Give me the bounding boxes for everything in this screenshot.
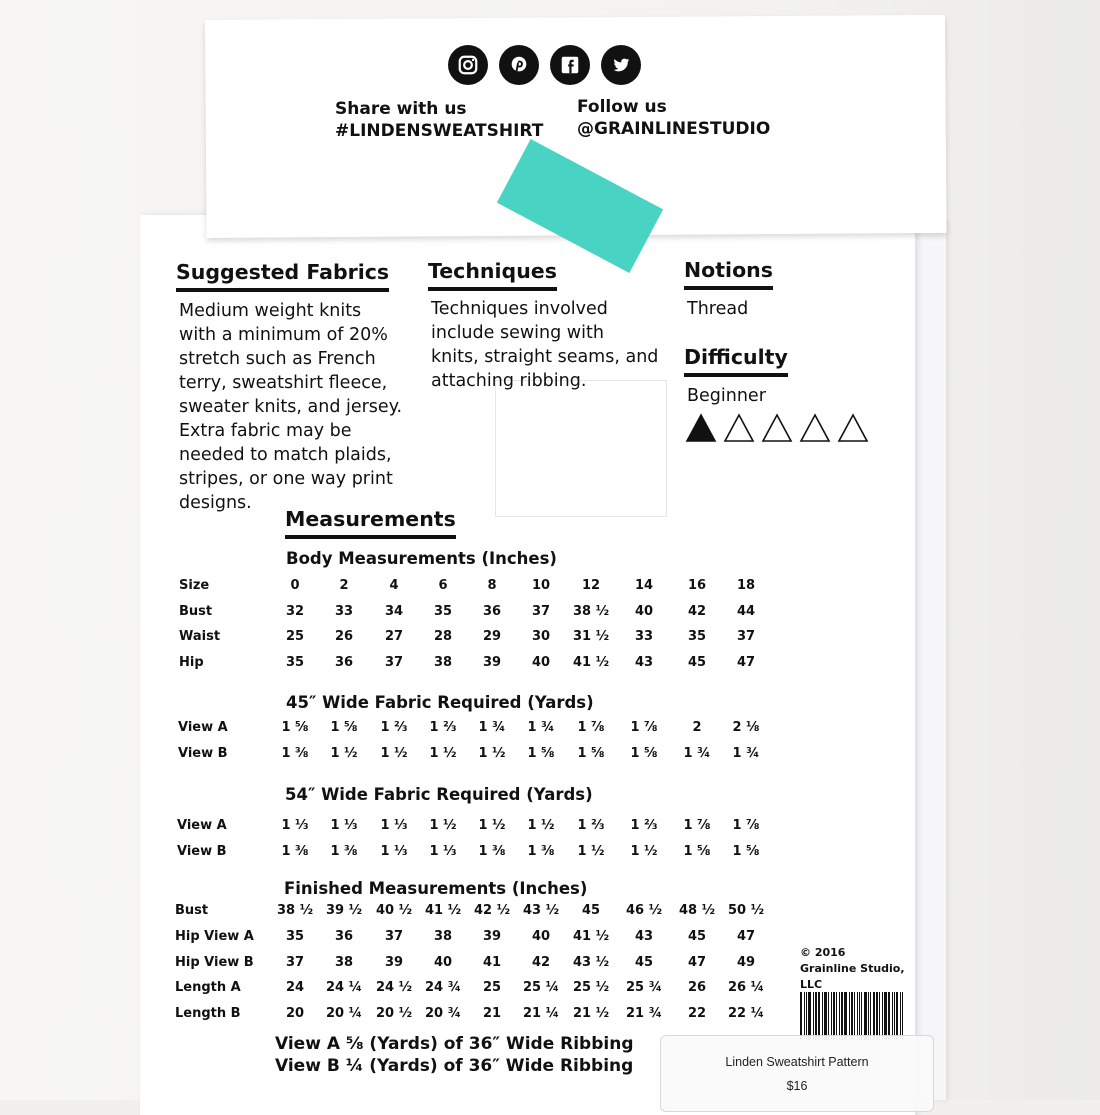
difficulty-heading: Difficulty xyxy=(684,345,788,377)
table-row xyxy=(0,929,1100,949)
techniques-text xyxy=(431,297,658,393)
table-cell: 25 ½ xyxy=(572,980,610,996)
table-cell: 40 xyxy=(634,603,654,619)
table-cell: 1 ½ xyxy=(527,818,555,833)
table-cell: 43 xyxy=(634,654,654,670)
table-cell: 1 ¾ xyxy=(732,746,760,761)
table-cell: 1 ⅞ xyxy=(630,720,658,735)
table-cell: 33 xyxy=(334,603,354,619)
empty-triangle-icon xyxy=(723,413,755,443)
share-hashtag[interactable]: #LINDENSWEATSHIRT xyxy=(335,121,544,141)
table-cell: 37 xyxy=(384,654,404,670)
empty-triangle-icon xyxy=(799,413,831,443)
table-cell: 2 xyxy=(339,578,349,593)
table-cell: 35 xyxy=(285,928,305,944)
table-cell: 1 ½ xyxy=(429,746,457,761)
table-cell: 40 xyxy=(433,954,453,970)
table-cell: 1 ½ xyxy=(630,844,658,859)
barcode-bar xyxy=(831,992,832,1040)
barcode-bar xyxy=(815,992,817,1040)
table-cell: 35 xyxy=(433,603,453,619)
instagram-icon[interactable] xyxy=(448,45,488,85)
table-cell: 22 ¼ xyxy=(727,1006,765,1022)
fabrics-text-line: stretch such as French xyxy=(179,349,376,369)
table-cell: 1 ¾ xyxy=(683,746,711,761)
table-cell: 42 ½ xyxy=(473,903,511,918)
table-cell: 41 ½ xyxy=(424,903,462,918)
difficulty-text: Beginner xyxy=(687,386,766,406)
table-cell: 20 xyxy=(285,1006,305,1022)
fabric-45-title: 45″ Wide Fabric Required (Yards) xyxy=(286,693,594,712)
follow-handle[interactable]: @GRAINLINESTUDIO xyxy=(577,119,771,139)
body-measurements-title: Body Measurements (Inches) xyxy=(286,549,557,568)
table-cell: 1 ⅝ xyxy=(330,720,358,735)
table-cell: 14 xyxy=(634,578,654,593)
table-cell: 20 ¼ xyxy=(325,1006,363,1022)
table-cell: 45 xyxy=(687,654,707,670)
table-row xyxy=(0,746,1100,766)
row-label: Hip View A xyxy=(175,928,254,944)
row-label: View A xyxy=(177,818,227,833)
show-through-illustration xyxy=(495,380,667,517)
table-cell: 1 ⅞ xyxy=(577,720,605,735)
row-label: View B xyxy=(178,746,228,761)
table-cell: 45 xyxy=(687,928,707,944)
table-cell: 0 xyxy=(290,578,300,593)
table-cell: 49 xyxy=(736,954,756,970)
table-cell: 35 xyxy=(285,654,305,670)
table-cell: 21 ¾ xyxy=(625,1006,663,1022)
fabrics-text-line: Medium weight knits xyxy=(179,301,362,321)
table-cell: 1 ⅓ xyxy=(330,818,358,833)
barcode-bar xyxy=(900,992,901,1040)
finished-measurements-title: Finished Measurements (Inches) xyxy=(284,879,588,898)
table-cell: 28 xyxy=(433,629,453,644)
table-cell: 40 xyxy=(531,654,551,670)
table-cell: 43 ½ xyxy=(522,903,560,918)
barcode-bar xyxy=(806,992,807,1040)
table-cell: 37 xyxy=(736,629,756,644)
table-cell: 47 xyxy=(736,654,756,670)
barcode-bar xyxy=(902,992,903,1040)
table-cell: 45 xyxy=(634,954,654,970)
table-cell: 1 ⅝ xyxy=(281,720,309,735)
table-cell: 1 ½ xyxy=(429,818,457,833)
table-cell: 50 ½ xyxy=(727,903,765,918)
table-cell: 30 xyxy=(531,629,551,644)
table-cell: 27 xyxy=(384,629,404,644)
table-cell: 22 xyxy=(687,1006,707,1022)
copyright-line: LLC xyxy=(800,978,823,991)
table-cell: 10 xyxy=(531,578,551,593)
barcode-bar xyxy=(808,992,811,1040)
table-cell: 35 xyxy=(687,629,707,644)
table-cell: 1 ⅓ xyxy=(380,844,408,859)
barcode-bar xyxy=(879,992,880,1040)
table-cell: 26 xyxy=(687,980,707,996)
barcode-bar xyxy=(896,992,898,1040)
row-label: Waist xyxy=(179,629,221,644)
product-price: $16 xyxy=(786,1079,808,1093)
table-cell: 1 ½ xyxy=(478,818,506,833)
table-cell: 42 xyxy=(531,954,551,970)
row-label: View B xyxy=(177,844,227,859)
table-cell: 36 xyxy=(482,603,502,619)
barcode-bar xyxy=(828,992,829,1040)
filled-triangle-icon xyxy=(685,413,717,443)
notions-heading: Notions xyxy=(684,258,773,290)
table-cell: 29 xyxy=(482,629,502,644)
ribbing-view-a: View A ⅝ (Yards) of 36″ Wide Ribbing xyxy=(275,1034,634,1054)
table-row xyxy=(0,655,1100,675)
table-cell: 21 ½ xyxy=(572,1006,610,1022)
table-cell: 38 xyxy=(433,928,453,944)
table-cell: 42 xyxy=(687,603,707,619)
table-cell: 1 ⅔ xyxy=(380,720,408,735)
barcode-bar xyxy=(813,992,814,1040)
table-row xyxy=(0,1006,1100,1026)
fabrics-text-line: designs. xyxy=(179,493,252,513)
table-cell: 43 ½ xyxy=(572,954,610,970)
barcode-bar xyxy=(844,992,847,1040)
table-cell: 41 ½ xyxy=(572,928,610,944)
row-label: Bust xyxy=(179,603,213,619)
table-cell: 45 xyxy=(581,903,601,918)
table-cell: 6 xyxy=(438,578,448,593)
barcode-bar xyxy=(839,992,840,1040)
table-cell: 39 xyxy=(482,654,502,670)
table-cell: 38 ½ xyxy=(276,903,314,918)
barcode-bar xyxy=(851,992,853,1040)
table-cell: 1 ⅝ xyxy=(732,844,760,859)
row-label: Bust xyxy=(175,903,209,918)
barcode-bar xyxy=(882,992,883,1040)
table-row xyxy=(0,955,1100,975)
row-label: Length B xyxy=(175,1006,241,1022)
table-cell: 40 xyxy=(531,928,551,944)
table-cell: 16 xyxy=(687,578,707,593)
follow-us xyxy=(577,96,770,140)
table-cell: 24 ½ xyxy=(375,980,413,996)
barcode-bar xyxy=(854,992,855,1040)
techniques-text-line: Techniques involved xyxy=(431,299,608,319)
barcode-bar xyxy=(873,992,875,1040)
table-cell: 25 ¾ xyxy=(625,980,663,996)
follow-label: Follow us xyxy=(577,97,667,117)
copyright-line: © 2016 xyxy=(800,946,846,959)
table-cell: 8 xyxy=(487,578,497,593)
table-cell: 1 ⅔ xyxy=(577,818,605,833)
barcode-bar xyxy=(870,992,871,1040)
techniques-heading: Techniques xyxy=(428,259,557,291)
table-cell: 4 xyxy=(389,578,399,593)
table-cell: 40 ½ xyxy=(375,903,413,918)
fabrics-text-line: stripes, or one way print xyxy=(179,469,393,489)
table-cell: 1 ¾ xyxy=(478,720,506,735)
table-cell: 1 ⅓ xyxy=(380,818,408,833)
techniques-text-line: attaching ribbing. xyxy=(431,371,587,391)
facebook-icon[interactable] xyxy=(550,45,590,85)
table-cell: 33 xyxy=(634,629,654,644)
table-cell: 18 xyxy=(736,578,756,593)
fabrics-text-line: sweater knits, and jersey. xyxy=(179,397,403,417)
barcode-bar xyxy=(841,992,843,1040)
table-cell: 20 ¾ xyxy=(424,1006,462,1022)
table-cell: 37 xyxy=(531,603,551,619)
table-cell: 1 ½ xyxy=(478,746,506,761)
table-cell: 26 xyxy=(334,629,354,644)
table-cell: 39 xyxy=(482,928,502,944)
barcode-bar xyxy=(859,992,861,1040)
barcode-bar xyxy=(833,992,835,1040)
table-row xyxy=(0,720,1100,740)
table-cell: 38 xyxy=(334,954,354,970)
table-cell: 43 xyxy=(634,928,654,944)
table-cell: 1 ⅜ xyxy=(281,746,309,761)
table-cell: 1 ⅜ xyxy=(330,844,358,859)
table-cell: 24 xyxy=(285,980,305,996)
barcode-bar xyxy=(824,992,827,1040)
product-name: Linden Sweatshirt Pattern xyxy=(725,1055,869,1069)
fabrics-text-line: needed to match plaids, xyxy=(179,445,392,465)
table-cell: 47 xyxy=(687,954,707,970)
table-cell: 38 ½ xyxy=(572,603,610,619)
table-cell: 38 xyxy=(433,654,453,670)
barcode-bar xyxy=(849,992,850,1040)
social-icons xyxy=(448,45,641,85)
table-cell: 2 xyxy=(692,720,702,735)
table-row xyxy=(0,604,1100,624)
techniques-text-line: include sewing with xyxy=(431,323,604,343)
share-label: Share with us xyxy=(335,99,467,119)
table-cell: 1 ½ xyxy=(577,844,605,859)
table-cell: 1 ⅞ xyxy=(732,818,760,833)
table-cell: 1 ⅝ xyxy=(630,746,658,761)
table-cell: 47 xyxy=(736,928,756,944)
table-cell: 36 xyxy=(334,654,354,670)
table-cell: 46 ½ xyxy=(625,903,663,918)
table-row xyxy=(0,578,1100,598)
row-label: Hip xyxy=(179,654,204,670)
table-row xyxy=(0,818,1100,838)
table-cell: 34 xyxy=(384,603,404,619)
techniques-text-line: knits, straight seams, and xyxy=(431,347,659,367)
barcode xyxy=(800,992,904,1040)
table-cell: 1 ½ xyxy=(330,746,358,761)
table-cell: 25 ¼ xyxy=(522,980,560,996)
barcode-bar xyxy=(864,992,867,1040)
empty-triangle-icon xyxy=(761,413,793,443)
table-cell: 1 ⅞ xyxy=(683,818,711,833)
table-row xyxy=(0,844,1100,864)
table-cell: 25 xyxy=(285,629,305,644)
table-cell: 1 ⅜ xyxy=(478,844,506,859)
table-cell: 1 ½ xyxy=(380,746,408,761)
barcode-bar xyxy=(892,992,893,1040)
table-cell: 1 ⅓ xyxy=(281,818,309,833)
table-cell: 26 ¼ xyxy=(727,980,765,996)
table-cell: 25 xyxy=(482,980,502,996)
copyright-line: Grainline Studio, xyxy=(800,962,905,975)
table-cell: 32 xyxy=(285,603,305,619)
barcode-bar xyxy=(861,992,862,1040)
fabric-54-title: 54″ Wide Fabric Required (Yards) xyxy=(285,785,593,804)
row-label: Size xyxy=(179,578,210,593)
table-cell: 37 xyxy=(384,928,404,944)
table-cell: 1 ⅝ xyxy=(577,746,605,761)
table-cell: 1 ⅔ xyxy=(630,818,658,833)
table-cell: 24 ¼ xyxy=(325,980,363,996)
table-cell: 37 xyxy=(285,954,305,970)
barcode-bar xyxy=(836,992,837,1040)
pinterest-icon[interactable] xyxy=(499,45,539,85)
table-row xyxy=(0,980,1100,1000)
row-label: Length A xyxy=(175,980,241,996)
share-with-us xyxy=(335,98,543,142)
difficulty-rating xyxy=(685,413,869,443)
fabrics-text-line: terry, sweatshirt fleece, xyxy=(179,373,388,393)
table-cell: 2 ⅛ xyxy=(732,720,760,735)
measurements-heading: Measurements xyxy=(285,507,456,539)
barcode-bar xyxy=(884,992,887,1040)
table-cell: 1 ⅝ xyxy=(683,844,711,859)
table-cell: 20 ½ xyxy=(375,1006,413,1022)
barcode-bar xyxy=(818,992,820,1040)
table-cell: 1 ⅜ xyxy=(527,844,555,859)
barcode-bar xyxy=(876,992,878,1040)
table-cell: 31 ½ xyxy=(572,629,610,644)
table-cell: 41 ½ xyxy=(572,654,610,670)
table-cell: 21 ¼ xyxy=(522,1006,560,1022)
barcode-bar xyxy=(800,992,802,1040)
barcode-bar xyxy=(888,992,890,1040)
copyright-notice xyxy=(800,945,905,993)
table-cell: 48 ½ xyxy=(678,903,716,918)
table-cell: 39 xyxy=(384,954,404,970)
table-cell: 21 xyxy=(482,1006,502,1022)
barcode-bar xyxy=(868,992,869,1040)
barcode-bar xyxy=(804,992,805,1040)
table-cell: 12 xyxy=(581,578,601,593)
table-cell: 41 xyxy=(482,954,502,970)
table-cell: 1 ⅝ xyxy=(527,746,555,761)
table-cell: 1 ⅜ xyxy=(281,844,309,859)
suggested-fabrics-heading: Suggested Fabrics xyxy=(176,260,389,292)
table-cell: 39 ½ xyxy=(325,903,363,918)
notions-text: Thread xyxy=(687,299,749,319)
row-label: View A xyxy=(178,720,228,735)
table-cell: 1 ⅔ xyxy=(429,720,457,735)
table-cell: 36 xyxy=(334,928,354,944)
twitter-icon[interactable] xyxy=(601,45,641,85)
barcode-bar xyxy=(894,992,895,1040)
table-cell: 24 ¾ xyxy=(424,980,462,996)
ribbing-view-b: View B ¼ (Yards) of 36″ Wide Ribbing xyxy=(275,1056,634,1076)
price-tag xyxy=(660,1035,934,1112)
empty-triangle-icon xyxy=(837,413,869,443)
barcode-bar xyxy=(822,992,823,1040)
barcode-bar xyxy=(857,992,858,1040)
row-label: Hip View B xyxy=(175,954,254,970)
table-cell: 1 ¾ xyxy=(527,720,555,735)
table-cell: 1 ⅓ xyxy=(429,844,457,859)
suggested-fabrics-text xyxy=(179,299,402,515)
table-row xyxy=(0,629,1100,649)
fabrics-text-line: Extra fabric may be xyxy=(179,421,352,441)
fabrics-text-line: with a minimum of 20% xyxy=(179,325,388,345)
table-cell: 44 xyxy=(736,603,756,619)
table-row xyxy=(0,903,1100,923)
